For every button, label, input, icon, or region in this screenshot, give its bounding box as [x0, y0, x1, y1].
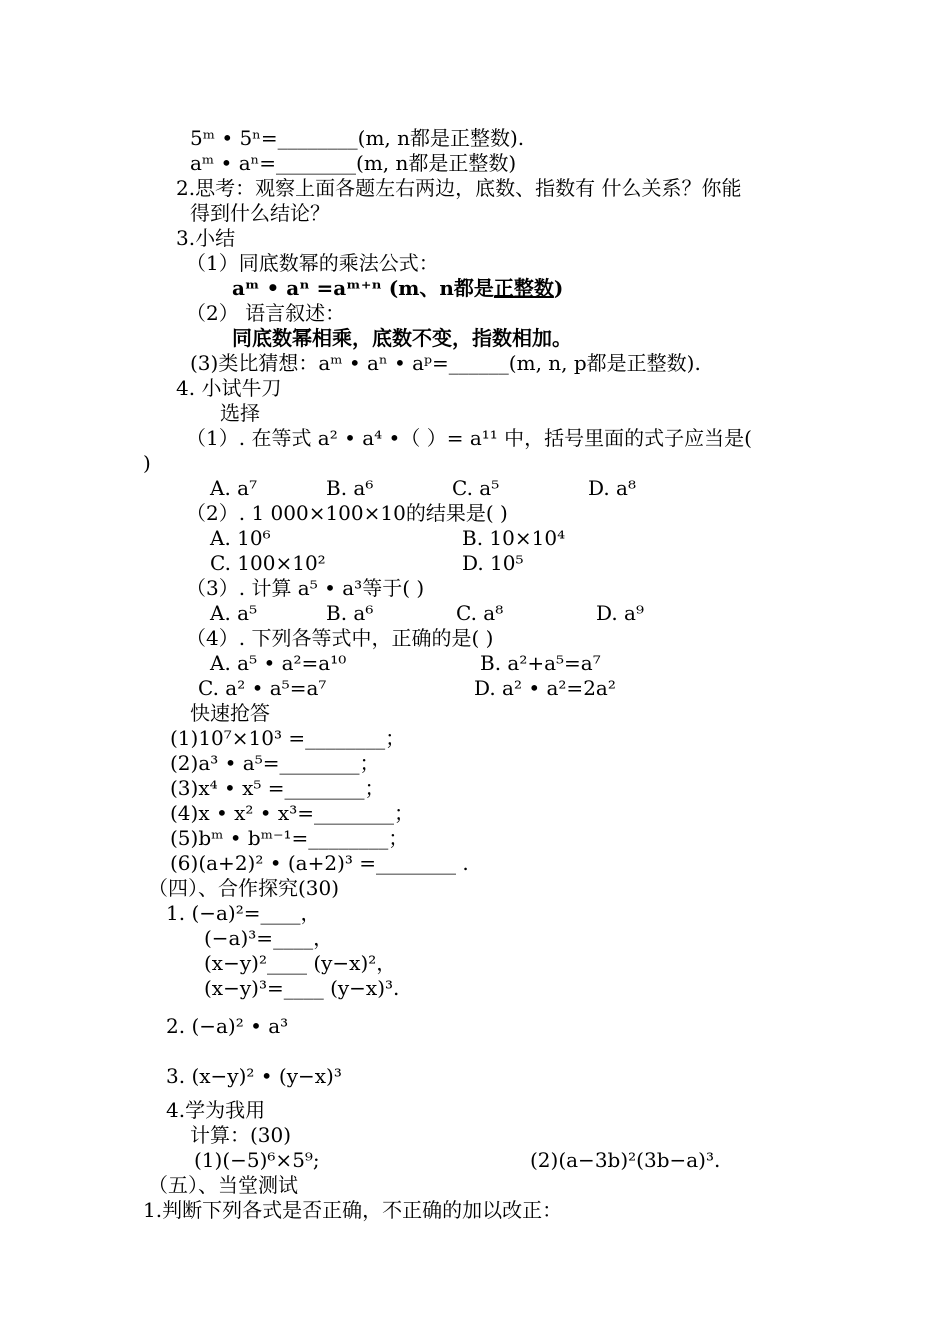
- q2-option-a: A. 10⁶: [210, 526, 271, 550]
- think-question: 2.思考：观察上面各题左右两边，底数、指数有 什么关系？你能: [176, 176, 742, 200]
- question-1: （1）. 在等式 a² • a⁴ •（ ）= a¹¹ 中，括号里面的式子应当是(: [186, 426, 752, 450]
- quick-answer-6: (6)(a+2)² • (a+2)³ =________ .: [170, 851, 469, 875]
- summary-formula-label: （1）同底数幂的乘法公式：: [186, 251, 439, 275]
- quick-answer-4: (4)x • x² • x³=________；: [170, 801, 414, 825]
- section-cooperative-inquiry: （四）、合作探究(30): [148, 876, 340, 900]
- quick-answer-5: (5)bᵐ • bᵐ⁻¹=________；: [170, 826, 409, 850]
- section-class-test: （五）、当堂测试: [148, 1173, 298, 1197]
- q4-option-d: D. a² • a²=2a²: [474, 676, 616, 700]
- analogy-conjecture: (3)类比猜想：aᵐ • aⁿ • aᵖ=______(m, n, p都是正整数).: [190, 351, 701, 375]
- apply-heading: 4.学为我用: [166, 1098, 266, 1122]
- q3-option-d: D. a⁹: [596, 601, 644, 625]
- q1-option-c: C. a⁵: [452, 476, 500, 500]
- q3-option-a: A. a⁵: [210, 601, 258, 625]
- inquiry-1-line-1: 1. (−a)²=____，: [166, 901, 321, 925]
- q4-option-c: C. a² • a⁵=a⁷: [198, 676, 327, 700]
- summary-verbal-label: （2） 语言叙述：: [186, 301, 346, 325]
- summary-verbal-rule: 同底数幂相乘，底数不变，指数相加。: [232, 326, 572, 350]
- inquiry-2: 2. (−a)² • a³: [166, 1014, 289, 1038]
- q1-option-a: A. a⁷: [210, 476, 258, 500]
- q4-option-b: B. a²+a⁵=a⁷: [480, 651, 601, 675]
- q1-option-b: B. a⁶: [326, 476, 374, 500]
- question-4: （4）. 下列各等式中，正确的是( ): [186, 626, 494, 650]
- inquiry-3: 3. (x−y)² • (y−x)³: [166, 1064, 342, 1088]
- question-3: （3）. 计算 a⁵ • a³等于( ): [186, 576, 425, 600]
- summary-heading: 3.小结: [176, 226, 236, 250]
- inquiry-1-line-2: (−a)³=____，: [204, 926, 334, 950]
- summary-formula-underlined: 正整数: [493, 276, 554, 300]
- q1-option-d: D. a⁸: [588, 476, 636, 500]
- q3-option-c: C. a⁸: [456, 601, 504, 625]
- summary-formula-main: aᵐ • aⁿ =aᵐ⁺ⁿ (m、n都是: [232, 276, 494, 300]
- quick-answer-heading: 快速抢答: [190, 701, 270, 725]
- summary-formula-close: ): [553, 276, 564, 300]
- q3-option-b: B. a⁶: [326, 601, 374, 625]
- formula-line-5: 5ᵐ • 5ⁿ=________(m, n都是正整数).: [190, 126, 525, 150]
- practice-heading: 4. 小试牛刀: [176, 376, 282, 400]
- quick-answer-2: (2)a³ • a⁵=________；: [170, 751, 380, 775]
- q2-option-c: C. 100×10²: [210, 551, 326, 575]
- choice-heading: 选择: [220, 401, 260, 425]
- quick-answer-3: (3)x⁴ • x⁵ =________；: [170, 776, 385, 800]
- quick-answer-1: (1)10⁷×10³ =________；: [170, 726, 406, 750]
- formula-line-a: aᵐ • aⁿ=________(m, n都是正整数): [190, 151, 517, 175]
- calculate-1: (1)(−5)⁶×5⁹;: [194, 1148, 320, 1172]
- calculate-label: 计算：(30): [190, 1123, 292, 1147]
- q2-option-d: D. 10⁵: [462, 551, 524, 575]
- q2-option-b: B. 10×10⁴: [462, 526, 566, 550]
- inquiry-1-line-4: (x−y)³=____ (y−x)³.: [204, 976, 400, 1000]
- think-question-cont: 得到什么结论？: [190, 201, 330, 225]
- question-2: （2）. 1 000×100×10的结果是( ): [186, 501, 508, 525]
- test-question-1: 1.判断下列各式是否正确，不正确的加以改正：: [143, 1198, 563, 1222]
- question-1-close: ): [143, 451, 151, 475]
- calculate-2: (2)(a−3b)²(3b−a)³.: [530, 1148, 721, 1172]
- q4-option-a: A. a⁵ • a²=a¹⁰: [210, 651, 347, 675]
- inquiry-1-line-3: (x−y)²____ (y−x)²，: [204, 951, 397, 975]
- summary-formula: [232, 276, 563, 300]
